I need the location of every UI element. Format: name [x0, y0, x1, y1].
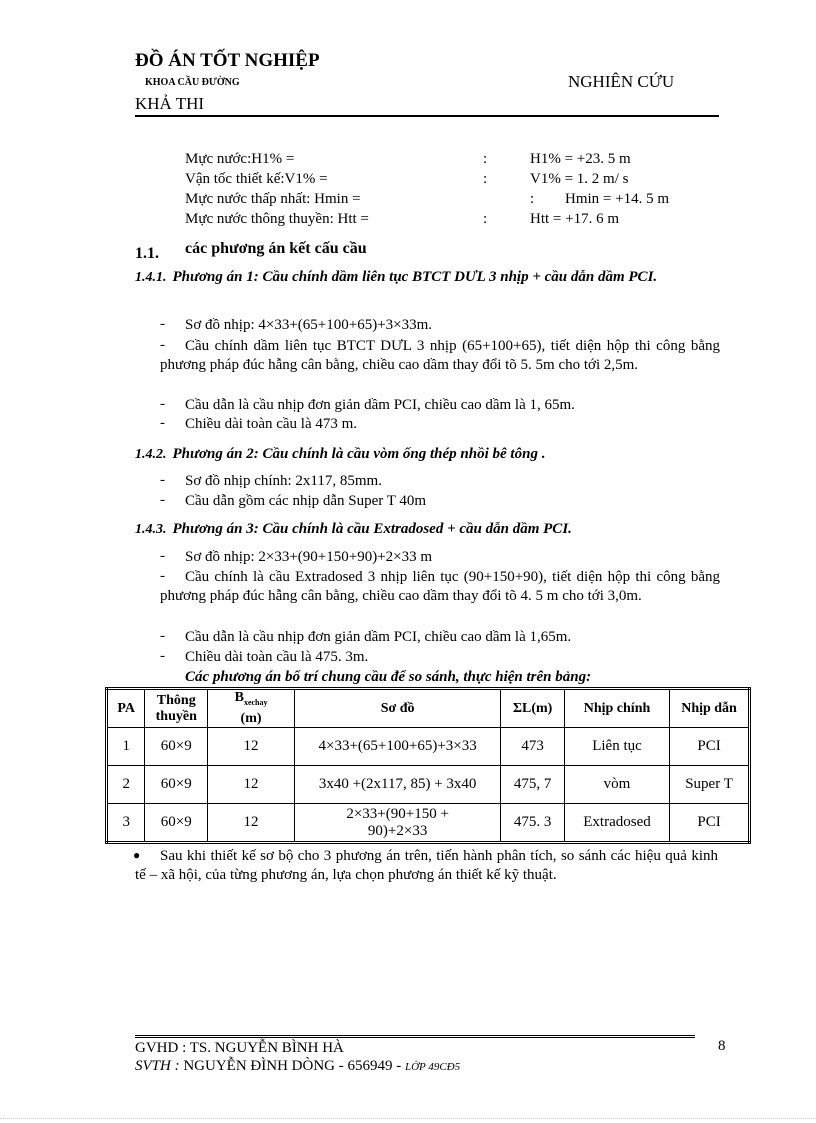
footer-student	[135, 1058, 460, 1075]
header-b-main: B	[234, 690, 244, 706]
document-title: ĐỒ ÁN TỐT NGHIỆP	[135, 50, 320, 71]
water-value: Hmin = +14. 5 m	[565, 191, 670, 207]
water-value: Htt = +17. 6 m	[530, 211, 620, 227]
header-so-do: Sơ đồ	[295, 689, 501, 728]
header-b-unit: (m)	[240, 710, 262, 726]
bullet-dash: -	[160, 628, 165, 644]
table-row	[107, 804, 750, 843]
header-thong-thuyen: Thông thuyền	[145, 689, 208, 728]
header-sum-length: ΣL(m)	[501, 689, 565, 728]
cell-sum: 475, 7	[501, 766, 565, 804]
cell-sodo: 3x40 +(2x117, 85) + 3x40	[295, 766, 501, 804]
option-1-heading	[135, 268, 710, 287]
option-2-heading	[135, 445, 710, 464]
option-3-approach: Cầu dẫn là cầu nhịp đơn giản dầm PCI, chiều cao dầm là 1,65m.	[185, 629, 572, 645]
cell-nhip: Liên tục	[564, 728, 669, 766]
option-2-title: Phương án 2: Cầu chính là cầu vòm ống thép nhồi bê tông .	[172, 446, 546, 462]
section-number: 1.1.	[135, 245, 159, 262]
water-sep: :	[483, 171, 488, 187]
option-2-approach: Cầu dẫn gồm các nhịp dẫn Super T 40m	[185, 493, 427, 509]
option-3-length: Chiều dài toàn cầu là 475. 3m.	[185, 649, 369, 665]
cell-sum: 475. 3	[501, 804, 565, 843]
footer-student-name: NGUYỄN ĐÌNH DÒNG - 656949 -	[183, 1058, 402, 1074]
table-header-row	[107, 689, 750, 728]
cell-sodo: 4×33+(65+100+65)+3×33	[295, 728, 501, 766]
cell-dan: Super T	[670, 766, 750, 804]
bullet-dash: -	[160, 548, 165, 564]
option-2-span: Sơ đồ nhịp chính: 2x117, 85mm.	[185, 473, 382, 489]
water-label: Mực nước thấp nhất: Hmin =	[185, 191, 361, 207]
cell-b: 12	[208, 728, 295, 766]
option-3-heading	[135, 520, 710, 539]
water-value: H1% = +23. 5 m	[530, 151, 631, 167]
water-sep: :	[530, 191, 535, 207]
water-label: Vận tốc thiết kế:V1% =	[185, 171, 328, 187]
report-type: NGHIÊN CỨU	[568, 72, 675, 91]
table-row	[107, 766, 750, 804]
cell-dan: PCI	[670, 804, 750, 843]
cell-nhip: vòm	[564, 766, 669, 804]
footer-divider	[135, 1035, 695, 1038]
option-3-title: Phương án 3: Cầu chính là cầu Extradosed + cầu dẫn dầm PCI.	[172, 521, 572, 537]
option-3-span: Sơ đồ nhịp: 2×33+(90+150+90)+2×33 m	[185, 549, 433, 565]
bullet-dash: -	[160, 648, 165, 664]
water-label: Mực nước:H1% =	[185, 151, 295, 167]
option-1-number: 1.4.1.	[135, 270, 167, 285]
footer-supervisor: GVHD : TS. NGUYỄN BÌNH HÀ	[135, 1040, 344, 1056]
cell-thong: 60×9	[145, 804, 208, 843]
page-bottom-border	[0, 1118, 816, 1119]
conclusion-paragraph: Sau khi thiết kế sơ bộ cho 3 phương án trên, tiến hành phân tích, so sánh các hiệu quả kinh tế – xã hội, của từng phương án, lựa chọn phương án thiết kế kỹ thuật.	[135, 848, 718, 883]
page-number: 8	[718, 1038, 726, 1054]
cell-thong: 60×9	[145, 728, 208, 766]
water-label: Mực nước thông thuyền: Htt =	[185, 211, 369, 227]
bullet-dash: -	[160, 472, 165, 488]
cell-b: 12	[208, 804, 295, 843]
option-2-number: 1.4.2.	[135, 447, 167, 462]
cell-dan: PCI	[670, 728, 750, 766]
bullet-dash: -	[160, 396, 165, 412]
bullet-dash: -	[160, 568, 165, 584]
header-nhip-dan: Nhịp dẫn	[670, 689, 750, 728]
option-1-approach: Cầu dẫn là cầu nhịp đơn giản dầm PCI, chiều cao dầm là 1, 65m.	[185, 397, 575, 413]
table-row	[107, 728, 750, 766]
cell-sodo: 2×33+(90+150 + 90)+2×33	[295, 804, 501, 843]
header-divider	[135, 115, 719, 117]
water-sep: :	[483, 211, 488, 227]
footer-student-class: LỚP 49CĐ5	[404, 1061, 461, 1073]
header-b-sub: xechay	[243, 697, 268, 707]
water-value: V1% = 1. 2 m/ s	[530, 171, 629, 187]
cell-pa: 2	[107, 766, 145, 804]
bullet-dash: -	[160, 492, 165, 508]
option-1-title: Phương án 1: Cầu chính dầm liên tục BTCT DƯL 3 nhịp + cầu dẫn dầm PCI.	[172, 269, 658, 285]
cell-b: 12	[208, 766, 295, 804]
cell-pa: 3	[107, 804, 145, 843]
section-title: các phương án kết cấu cầu	[185, 240, 367, 257]
cell-pa: 1	[107, 728, 145, 766]
bullet-dot-icon: ●	[133, 848, 141, 862]
report-type-cont: KHẢ THI	[135, 94, 205, 113]
cell-thong: 60×9	[145, 766, 208, 804]
footer-student-label: SVTH :	[135, 1058, 180, 1074]
cell-nhip: Extradosed	[564, 804, 669, 843]
header-nhip-chinh: Nhịp chính	[564, 689, 669, 728]
water-sep: :	[483, 151, 488, 167]
option-1-length: Chiều dài toàn cầu là 473 m.	[185, 416, 358, 432]
header-b-xechay	[208, 689, 295, 728]
option-1-main-bridge: Cầu chính dầm liên tục BTCT DƯL 3 nhịp (65+100+65), tiết diện hộp thi công bằng phương pháp đúc hẫng cân bằng, chiều cao dầm thay đổi tõ 5. 5m cho tới 2,5m.	[160, 338, 720, 373]
cell-sum: 473	[501, 728, 565, 766]
header-pa: PA	[107, 689, 145, 728]
table-caption: Các phương án bố trí chung cầu để so sánh, thực hiện trên bảng:	[185, 669, 592, 685]
option-1-span: Sơ đồ nhịp: 4×33+(65+100+65)+3×33m.	[185, 317, 433, 333]
option-3-main-bridge: Cầu chính là cầu Extradosed 3 nhịp liên tục (90+150+90), tiết diện hộp thi công bằng phương pháp đúc hẫng cân bằng, chiều cao dầm thay đổi tõ 4. 5 m cho tới 3,0m.	[160, 569, 720, 604]
bullet-dash: -	[160, 337, 165, 353]
department-name: KHOA CẦU ĐƯỜNG	[145, 77, 240, 88]
option-3-number: 1.4.3.	[135, 522, 167, 537]
bullet-dash: -	[160, 316, 165, 332]
comparison-table	[105, 687, 751, 844]
bullet-dash: -	[160, 415, 165, 431]
